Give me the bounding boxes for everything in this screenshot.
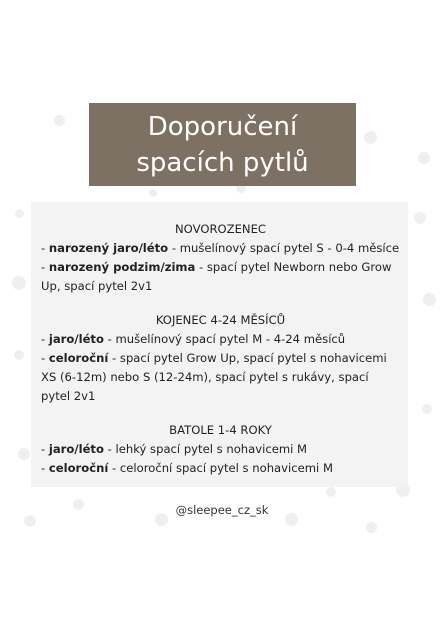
item-prefix: - <box>41 351 49 365</box>
list-item <box>41 330 400 349</box>
background-dot <box>18 448 30 460</box>
section-infant <box>41 311 400 406</box>
section-heading: BATOLE 1-4 ROKY <box>169 423 272 437</box>
item-prefix: - <box>41 461 49 475</box>
recommendation-card <box>31 202 408 487</box>
background-dot <box>326 487 336 497</box>
background-dot <box>14 350 24 360</box>
item-prefix: - <box>41 241 49 255</box>
item-prefix: - <box>41 332 49 346</box>
list-item <box>41 258 400 296</box>
section-toddler <box>41 421 400 478</box>
background-dot <box>12 276 26 290</box>
background-dot <box>54 115 65 126</box>
title-banner <box>89 103 356 186</box>
background-dot <box>418 152 430 164</box>
list-item <box>41 349 400 406</box>
item-text: - mušelínový spací pytel S - 0-4 měsíce <box>168 241 400 255</box>
item-text: - lehký spací pytel s nohavicemi M <box>103 442 308 456</box>
title-line-1: Doporučení <box>147 111 298 142</box>
section-heading: NOVOROZENEC <box>175 222 266 236</box>
section-heading: KOJENEC 4-24 MĚSÍCŮ <box>155 313 286 327</box>
item-bold: narozený jaro/léto <box>48 241 169 255</box>
item-prefix: - <box>41 260 49 274</box>
item-text: - spací pytel Newborn nebo Grow Up, spací pytel 2v1 <box>41 260 392 293</box>
item-text: - mušelínový spací pytel M - 4-24 měsíců <box>103 332 346 346</box>
social-handle: @sleepee_cz_sk <box>175 503 269 517</box>
item-bold: jaro/léto <box>48 332 104 346</box>
title-line-2: spacích pytlů <box>136 147 309 178</box>
item-text: - celoroční spací pytel s nohavicemi M <box>108 461 333 475</box>
background-dot <box>423 293 436 306</box>
background-dot <box>422 404 432 414</box>
background-dot <box>149 189 157 197</box>
item-text: - spací pytel Grow Up, spací pytel s nohavicemi XS (6-12m) nebo S (12-24m), spací pytel s rukávy, spací pytel 2v1 <box>41 351 387 403</box>
item-prefix: - <box>41 442 49 456</box>
background-dot <box>414 212 426 224</box>
item-bold: celoroční <box>48 461 109 475</box>
list-item <box>41 459 400 478</box>
item-bold: jaro/léto <box>48 442 104 456</box>
list-item <box>41 239 400 258</box>
background-dot <box>364 131 377 144</box>
item-bold: celoroční <box>48 351 109 365</box>
section-newborn <box>41 220 400 296</box>
background-dot <box>15 209 24 218</box>
background-dot <box>366 522 377 533</box>
list-item <box>41 440 400 459</box>
item-bold: narozený podzim/zima <box>48 260 196 274</box>
